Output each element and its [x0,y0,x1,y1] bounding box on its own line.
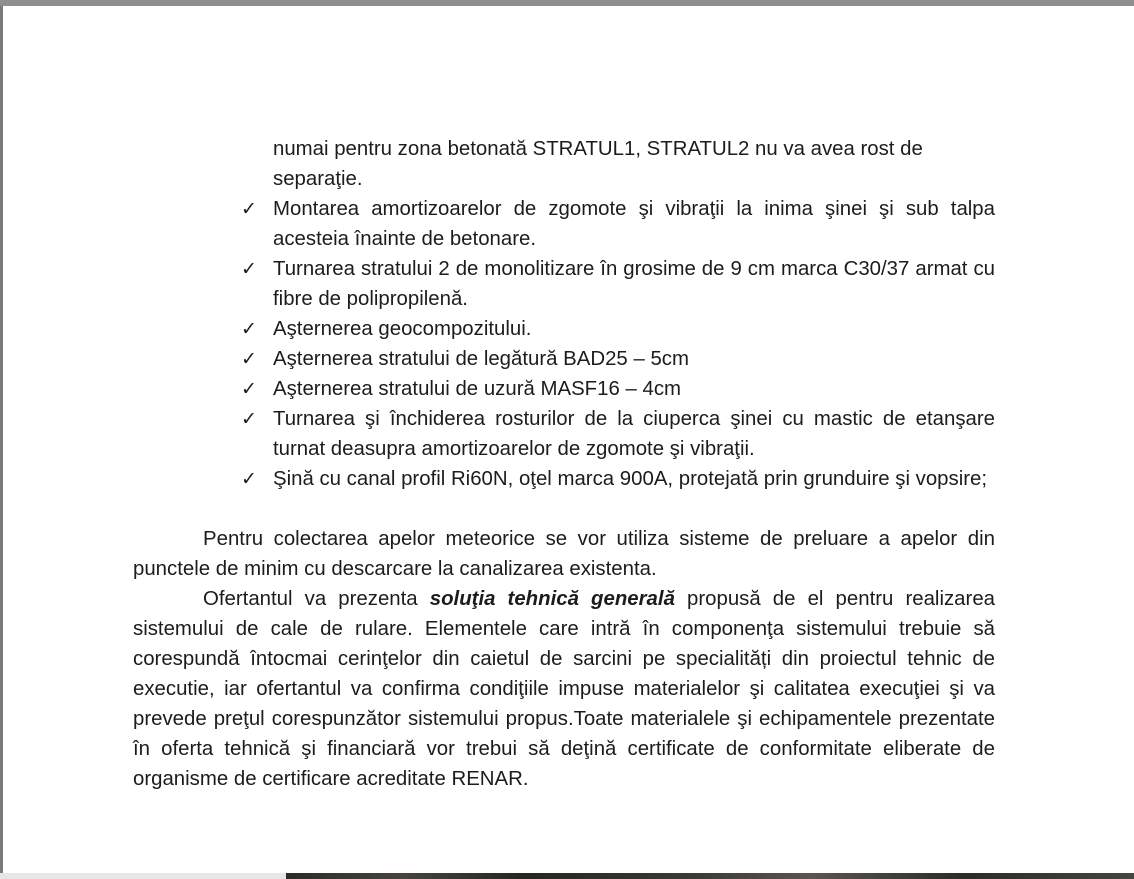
paragraph-offer-intro: Ofertantul va prezenta [203,588,430,610]
list-item-text: Turnarea şi închiderea rosturilor de la ciuperca şinei cu mastic de etanşare turnat deasupra amortizoarelor de zgomote şi vibraţii. [273,408,995,460]
check-mark-icon: ✓ [241,468,257,490]
list-item-text: Montarea amortizoarelor de zgomote şi vibraţii la inima şinei şi sub talpa acesteia înainte de betonare. [273,198,995,250]
paragraph-offer-body: propusă de el pentru realizarea sistemului de cale de rulare. Elementele care intră în componenţa sistemului trebuie să corespundă întocmai cerinţelor din caietul de sarcini pe specialități din proiectul tehnic de executie, iar ofertantul va confirma condiţiile impuse materialelor şi calitatea execuţiei şi va prevede preţul corespunzător sistemului propus.Toate materialele şi echipamentele prezentate în oferta tehnică şi financiară vor trebui să deţină certificate de conformitate eliberate de organisme de certificare acreditate RENAR. [133,588,995,790]
bottom-photo-edge [286,873,1134,879]
list-item-text: Şină cu canal profil Ri60N, oţel marca 900A, protejată prin grunduire şi vopsire; [273,468,988,490]
check-mark-icon: ✓ [241,198,257,220]
list-item-text: Turnarea stratului 2 de monolitizare în grosime de 9 cm marca C30/37 armat cu fibre de polipropilenă. [273,258,995,310]
window-top-border [0,0,1134,6]
list-item-text: Aşternerea stratului de uzură MASF16 – 4cm [273,378,682,400]
paragraph-drainage [133,524,995,584]
page-left-edge [0,6,3,873]
continuation-text: numai pentru zona betonată STRATUL1, STRATUL2 nu va avea rost de separaţie. [273,138,923,190]
list-item [133,464,995,494]
checklist [133,194,995,494]
check-mark-icon: ✓ [241,378,257,400]
paragraph-offer [133,584,995,794]
list-item [133,404,995,464]
paragraph-drainage-text: Pentru colectarea apelor meteorice se vor utiliza sisteme de preluare a apelor din punctele de minim cu descarcare la canalizarea existenta. [133,528,995,580]
check-mark-icon: ✓ [241,318,257,340]
list-item [133,254,995,314]
list-item-text: Aşternerea geocompozitului. [273,318,532,340]
check-mark-icon: ✓ [241,258,257,280]
check-mark-icon: ✓ [241,408,257,430]
document-page [133,134,995,794]
list-item [133,344,995,374]
list-item [133,374,995,404]
check-mark-icon: ✓ [241,348,257,370]
list-item-text: Aşternerea stratului de legătură BAD25 – 5cm [273,348,689,370]
paragraph-offer-emphasis: soluţia tehnică generală [429,588,675,610]
list-item [133,194,995,254]
list-item [133,314,995,344]
